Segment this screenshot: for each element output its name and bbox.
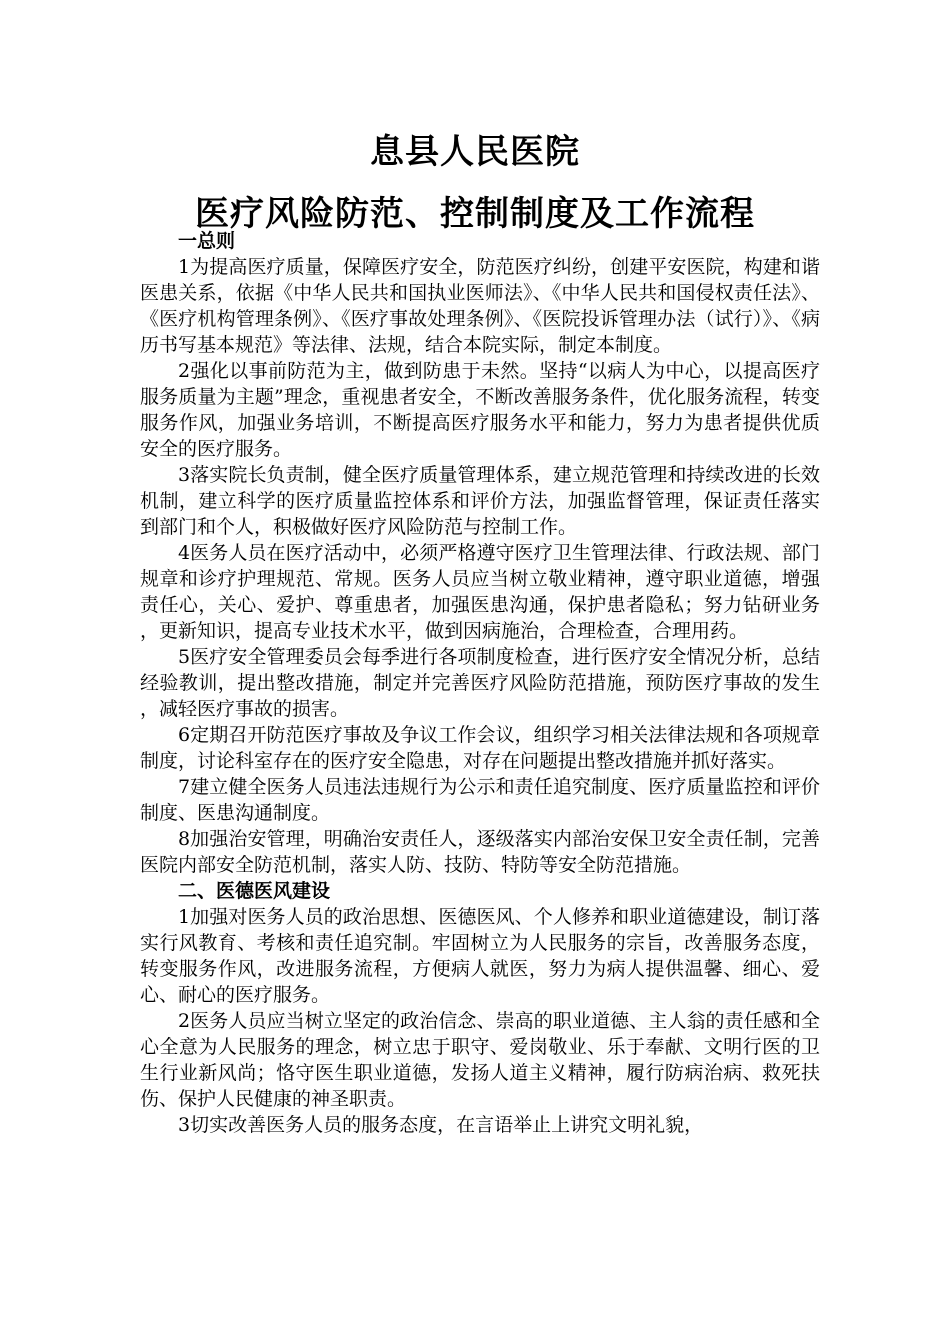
title-block [0,130,950,236]
paragraph: 6定期召开防范医疗事故及争议工作会议，组织学习相关法律法规和各项规章制度，讨论科室存在的医疗安全隐患，对存在问题提出整改措施并抓好落实。 [140,724,820,772]
section-heading-medical-ethics: 二、医德医风建设 [178,880,331,902]
paragraph: 3落实院长负责制，健全医疗质量管理体系，建立规范管理和持续改进的长效机制，建立科学的医疗质量监控体系和评价方法，加强监督管理，保证责任落实到部门和个人，积极做好医疗风险防范与控制工作。 [140,464,820,538]
paragraph: 4医务人员在医疗活动中，必须严格遵守医疗卫生管理法律、行政法规、部门规章和诊疗护理规范、常规。医务人员应当树立敬业精神，遵守职业道德，增强责任心，关心、爱护、尊重患者，加强医患沟通，保护患者隐私；努力钻研业务，更新知识，提高专业技术水平，做到因病施治，合理检查，合理用药。 [140,542,820,642]
hospital-name-title: 息县人民医院 [370,132,580,172]
paragraph: 2强化以事前防范为主，做到防患于未然。坚持“以病人为中心，以提高医疗服务质量为主题”理念，重视患者安全，不断改善服务条件，优化服务流程，转变服务作风，加强业务培训，不断提高医疗服务水平和能力，努力为患者提供优质安全的医疗服务。 [140,360,820,460]
paragraph: 2医务人员应当树立坚定的政治信念、崇高的职业道德、主人翁的责任感和全心全意为人民服务的理念，树立忠于职守、爱岗敬业、乐于奉献、文明行医的卫生行业新风尚；恪守医生职业道德，发扬人道主义精神，履行防病治病、救死扶伤、保护人民健康的神圣职责。 [140,1010,820,1110]
paragraph: 5医疗安全管理委员会每季进行各项制度检查，进行医疗安全情况分析，总结经验教训，提出整改措施，制定并完善医疗风险防范措施，预防医疗事故的发生，减轻医疗事故的损害。 [140,646,820,720]
paragraph: 7建立健全医务人员违法违规行为公示和责任追究制度、医疗质量监控和评价制度、医患沟通制度。 [140,776,820,824]
paragraph: 1加强对医务人员的政治思想、医德医风、个人修养和职业道德建设，制订落实行风教育、考核和责任追究制。牢固树立为人民服务的宗旨，改善服务态度，转变服务作风，改进服务流程，方便病人就医，努力为病人提供温馨、细心、爱心、耐心的医疗服务。 [140,906,820,1006]
paragraph: 8加强治安管理，明确治安责任人，逐级落实内部治安保卫安全责任制，完善医院内部安全防范机制，落实人防、技防、特防等安全防范措施。 [140,828,820,876]
paragraph: 3切实改善医务人员的服务态度，在言语举止上讲究文明礼貌， [178,1114,704,1136]
document-title: 医疗风险防范、控制制度及工作流程 [195,194,755,234]
paragraph: 1为提高医疗质量，保障医疗安全，防范医疗纠纷，创建平安医院，构建和谐医患关系，依据《中华人民共和国执业医师法》、《中华人民共和国侵权责任法》、《医疗机构管理条例》、《医疗事故处理条例》、《医院投诉管理办法（试行）》、《病历书写基本规范》等法律、法规，结合本院实际，制定本制度。 [140,256,820,356]
section-heading-general: 一总则 [178,230,236,252]
document-body [140,228,820,1138]
